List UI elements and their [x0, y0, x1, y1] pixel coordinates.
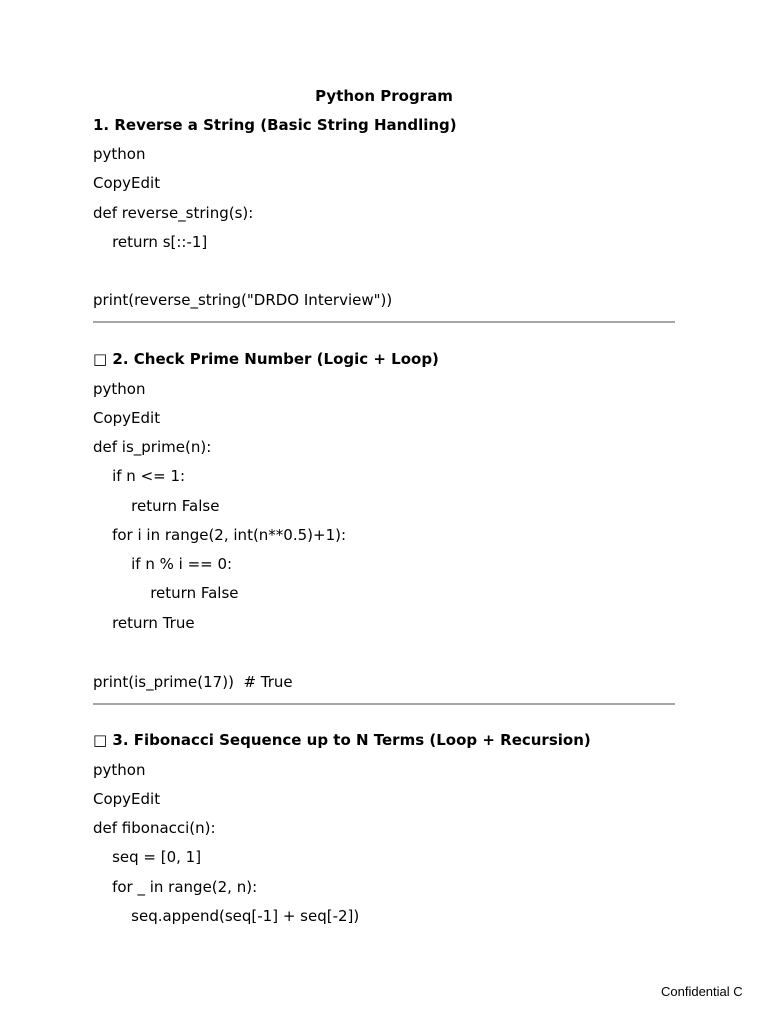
code-line: def reverse_string(s):	[93, 204, 254, 222]
section-divider	[93, 703, 675, 705]
code-line: def is_prime(n):	[93, 438, 212, 456]
code-line: seq = [0, 1]	[93, 848, 202, 866]
section-1-language-label: python	[93, 145, 146, 163]
section-2-copy-label: CopyEdit	[93, 409, 161, 427]
section-2-heading: □ 2. Check Prime Number (Logic + Loop)	[93, 350, 439, 368]
footer-classification-label: Confidential C	[661, 984, 743, 999]
section-3-heading: □ 3. Fibonacci Sequence up to N Terms (Loop + Recursion)	[93, 731, 591, 749]
section-divider	[93, 321, 675, 323]
document-title: Python Program	[315, 87, 453, 105]
code-line: return True	[93, 614, 195, 632]
code-line: print(is_prime(17)) # True	[93, 673, 293, 691]
code-line: def fibonacci(n):	[93, 819, 216, 837]
code-line: print(reverse_string("DRDO Interview"))	[93, 291, 393, 309]
section-3-language-label: python	[93, 761, 146, 779]
code-line: for _ in range(2, n):	[93, 878, 258, 896]
section-1-copy-label: CopyEdit	[93, 174, 161, 192]
section-3-copy-label: CopyEdit	[93, 790, 161, 808]
code-line: return False	[93, 584, 239, 602]
code-line: return False	[93, 497, 220, 515]
code-line: return s[::-1]	[93, 233, 208, 251]
code-line: if n % i == 0:	[93, 555, 233, 573]
code-line: if n <= 1:	[93, 467, 186, 485]
section-2-language-label: python	[93, 380, 146, 398]
code-line: for i in range(2, int(n**0.5)+1):	[93, 526, 347, 544]
section-1-heading: 1. Reverse a String (Basic String Handling)	[93, 116, 457, 134]
code-line: seq.append(seq[-1] + seq[-2])	[93, 907, 360, 925]
